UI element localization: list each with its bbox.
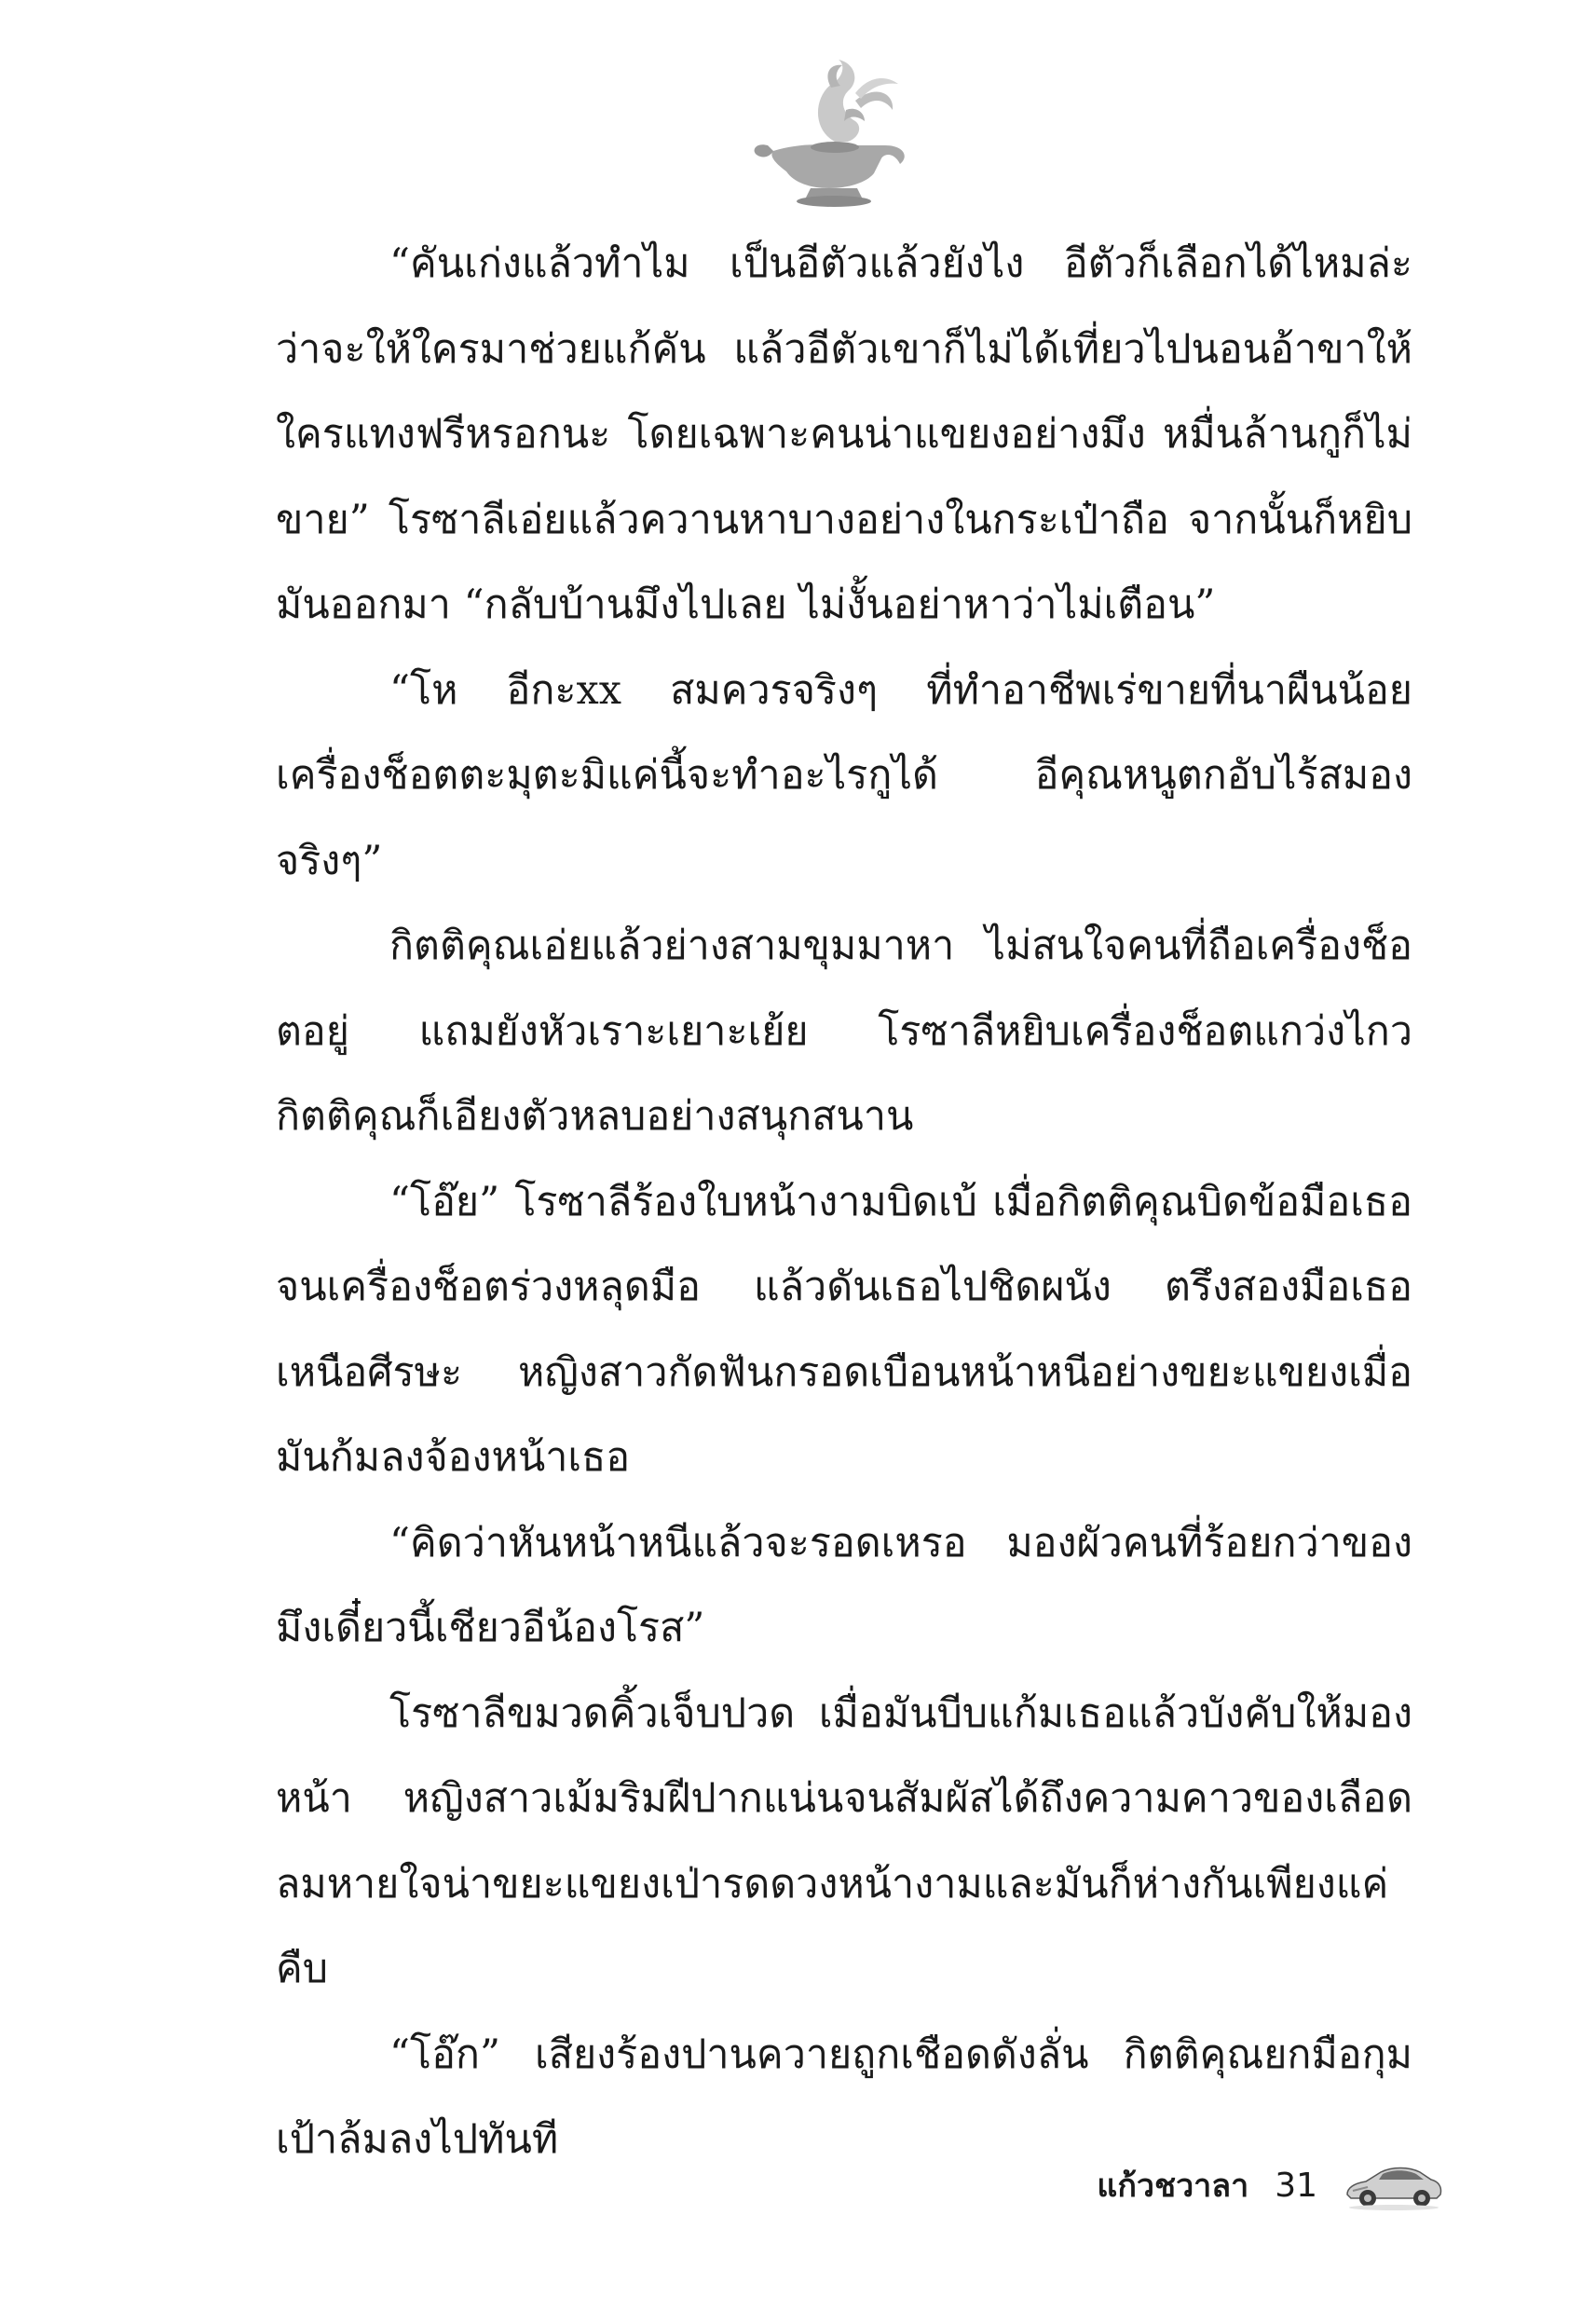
book-title: แก้วชวาลา xyxy=(1097,2167,1249,2205)
paragraph: “คันเก่งแล้วทำไม เป็นอีตัวแล้วยังไง อีตัวก็เลือกได้ไหมล่ะ ว่าจะให้ใครมาช่วยแก้คัน แล้วอีตัวเขาก็ไม่ได้เที่ยวไปนอนอ้าขาให้ใครแทงฟรีหรอกนะ โดยเฉพาะคนน่าแขยงอย่างมึง หมื่นล้านกูก็ไม่ขาย” โรซาลีเอ่ยแล้วควานหาบางอย่างในกระเป๋าถือ จากนั้นก็หยิบมันออกมา “กลับบ้านมึงไปเลย ไม่งั้นอย่าหาว่าไม่เตือน” xyxy=(276,240,1412,628)
page-footer xyxy=(1016,2143,1444,2227)
page-number: 31 xyxy=(1275,2166,1317,2205)
sports-car-icon xyxy=(1344,2159,1444,2211)
paragraph: “โอ๊ย” โรซาลีร้องใบหน้างามบิดเบ้ เมื่อกิตติคุณบิดข้อมือเธอจนเครื่องช็อตร่วงหลุดมือ แล้วดันเธอไปชิดผนัง ตรึงสองมือเธอเหนือศีรษะ หญิงสาวกัดฟันกรอดเบือนหน้าหนีอย่างขยะแขยงเมื่อมันก้มลงจ้องหน้าเธอ xyxy=(276,1178,1412,1481)
paragraph: กิตติคุณเอ่ยแล้วย่างสามขุมมาหา ไม่สนใจคนที่ถือเครื่องช็อตอยู่ แถมยังหัวเราะเยาะเย้ย โรซาลีหยิบเครื่องช็อตแกว่งไกว กิตติคุณก็เอียงตัวหลบอย่างสนุกสนาน xyxy=(276,923,1412,1140)
paragraph: “โอ๊ก” เสียงร้องปานควายถูกเชือดดังลั่น กิตติคุณยกมือกุมเป้าล้มลงไปทันที xyxy=(276,2031,1412,2163)
paragraph: “โห อีกะxx สมควรจริงๆ ที่ทำอาชีพเร่ขายที่นาผืนน้อย เครื่องช็อตตะมุตะมิแค่นี้จะทำอะไรกูได้ อีคุณหนูตกอับไร้สมองจริงๆ” xyxy=(276,666,1412,884)
story-body xyxy=(276,222,1412,2183)
paragraph: โรซาลีขมวดคิ้วเจ็บปวด เมื่อมันบีบแก้มเธอแล้วบังคับให้มองหน้า หญิงสาวเม้มริมฝีปากแน่นจนสัมผัสได้ถึงความคาวของเลือด ลมหายใจน่าขยะแขยงเป่ารดดวงหน้างามและมันก็ห่างกันเพียงแค่คืบ xyxy=(276,1689,1412,1992)
genie-lamp-icon xyxy=(745,56,913,210)
paragraph: “คิดว่าหันหน้าหนีแล้วจะรอดเหรอ มองผัวคนที่ร้อยกว่าของมึงเดี๋ยวนี้เชียวอีน้องโรส” xyxy=(276,1519,1412,1651)
